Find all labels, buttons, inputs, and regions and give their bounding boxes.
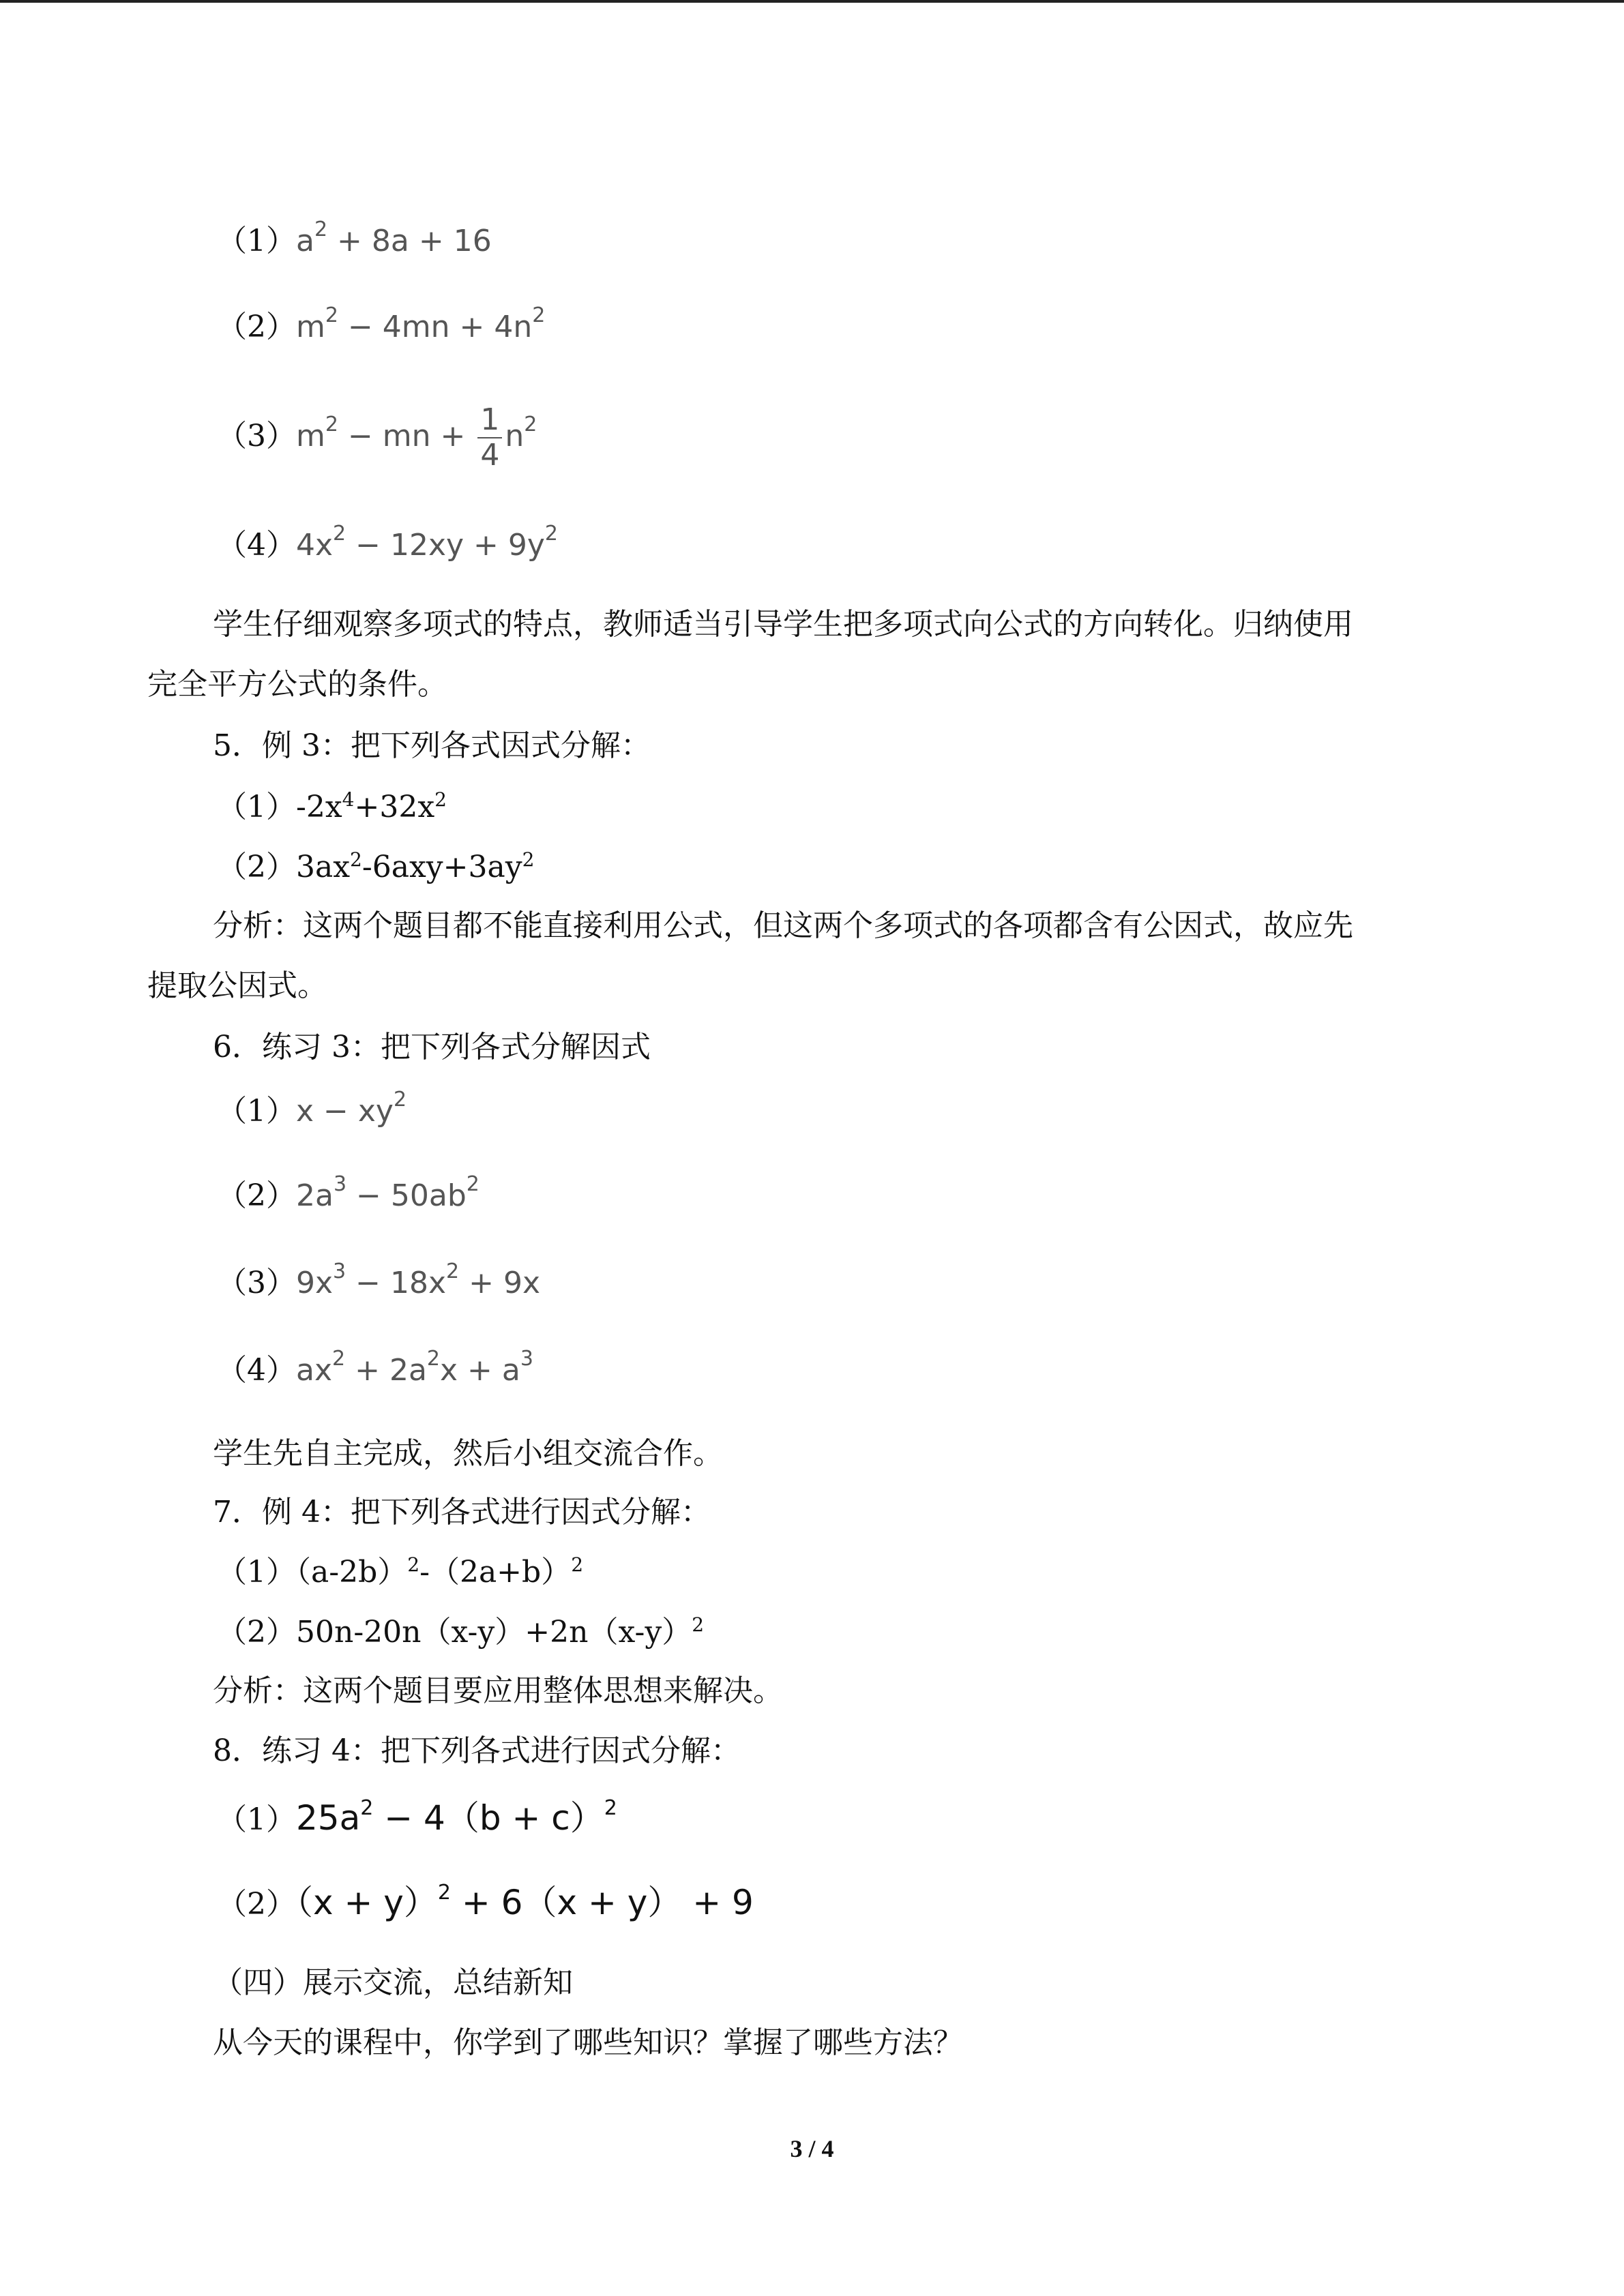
example-text: （1）-2x — [217, 790, 342, 824]
paragraph-line: 分析：这两个题目都不能直接利用公式，但这两个多项式的各项都含有公因式，故应先 — [213, 908, 1353, 943]
problem-label: （3） — [217, 419, 296, 453]
exponent: 2 — [350, 848, 362, 871]
exponent: 2 — [466, 1172, 479, 1196]
math-expression — [296, 1172, 479, 1213]
math-term: a — [296, 224, 314, 258]
problem-label: （4） — [217, 528, 296, 563]
problem-b4 — [217, 1347, 533, 1390]
problem-label: （1） — [217, 1802, 296, 1837]
math-term: 25a — [296, 1798, 361, 1838]
paragraph-line: 学生仔细观察多项式的特点，教师适当引导学生把多项式向公式的方向转化。归纳使用 — [213, 607, 1353, 642]
math-expression — [296, 1883, 754, 1922]
exponent: 2 — [360, 1796, 374, 1820]
problem-a1 — [217, 218, 492, 260]
exponent: 2 — [325, 413, 338, 436]
problem-a3 — [217, 382, 537, 491]
exponent: 2 — [522, 848, 535, 871]
paragraph-line: 分析：这两个题目要应用整体思想来解决。 — [213, 1673, 783, 1708]
example-item — [217, 1613, 704, 1652]
math-term: m — [296, 419, 325, 453]
problem-label: （1） — [217, 224, 296, 258]
example-text: （2）50n-20n（x-y）+2n（x-y） — [217, 1615, 692, 1650]
fraction-numerator: 1 — [477, 403, 502, 438]
exponent: 2 — [604, 1796, 617, 1820]
math-term: + 9x — [459, 1266, 540, 1300]
exponent: 3 — [333, 1172, 347, 1196]
example-item — [217, 848, 534, 886]
page-top-border — [0, 0, 1624, 3]
problem-a4 — [217, 522, 559, 565]
exponent: 2 — [692, 1613, 705, 1636]
fraction — [477, 403, 502, 473]
example-text: -6axy+3ay — [361, 850, 522, 884]
exponent: 2 — [571, 1553, 584, 1576]
fraction-denominator: 4 — [480, 438, 500, 473]
math-expression — [296, 402, 537, 473]
problem-label: （2） — [217, 1178, 296, 1213]
math-expression — [296, 522, 559, 563]
example-text: -（2a+b） — [419, 1555, 572, 1590]
paragraph-line: 完全平方公式的条件。 — [147, 667, 447, 702]
math-term: x + a — [440, 1353, 520, 1388]
section-heading: 7．例 4：把下列各式进行因式分解： — [213, 1495, 711, 1530]
section-heading: （四）展示交流，总结新知 — [213, 1965, 573, 2000]
math-expression — [296, 303, 546, 344]
example-text: （2）3ax — [217, 850, 351, 884]
math-expression — [296, 1798, 617, 1838]
math-expression — [296, 1347, 533, 1388]
problem-b1 — [217, 1088, 407, 1131]
section-heading: 8．练习 4：把下列各式进行因式分解： — [213, 1733, 741, 1768]
math-term: n — [505, 419, 525, 453]
section-heading: 5．例 3：把下列各式因式分解： — [213, 728, 651, 763]
exponent: 2 — [393, 1088, 407, 1112]
problem-label: （4） — [217, 1353, 296, 1388]
math-term: − 18x — [346, 1266, 447, 1300]
math-term: x − xy — [296, 1094, 394, 1129]
math-term: − 50ab — [346, 1178, 467, 1213]
problem-c1 — [217, 1796, 617, 1839]
exponent: 2 — [325, 303, 338, 327]
example-text: （1）（a-2b） — [217, 1555, 408, 1590]
problem-label: （2） — [217, 310, 296, 344]
math-term: + 6（x + y） + 9 — [450, 1883, 754, 1922]
math-term: − mn + — [338, 419, 475, 453]
problem-b3 — [217, 1259, 540, 1302]
exponent: 2 — [434, 788, 447, 811]
math-expression — [296, 1259, 540, 1300]
math-term: + 8a + 16 — [327, 224, 492, 258]
exponent: 3 — [520, 1347, 533, 1371]
example-text: +32x — [354, 790, 435, 824]
math-term: + 2a — [345, 1353, 427, 1388]
math-term: − 12xy + 9y — [346, 528, 545, 563]
math-expression — [296, 1088, 407, 1129]
example-item — [217, 788, 447, 826]
exponent: 2 — [532, 303, 546, 327]
exponent: 2 — [333, 522, 346, 546]
math-term: 9x — [296, 1266, 334, 1300]
exponent: 2 — [524, 413, 537, 436]
exponent: 4 — [342, 788, 355, 811]
paragraph-line: 提取公因式。 — [147, 968, 327, 1003]
example-item — [217, 1553, 583, 1592]
math-expression — [296, 218, 492, 258]
math-term: （x + y） — [296, 1883, 438, 1922]
exponent: 3 — [333, 1259, 346, 1283]
problem-label: （2） — [217, 1887, 296, 1922]
exponent: 2 — [332, 1347, 346, 1371]
paragraph-line: 从今天的课程中，你学到了哪些知识？掌握了哪些方法？ — [213, 2025, 963, 2060]
section-heading: 6．练习 3：把下列各式分解因式 — [213, 1030, 651, 1064]
math-term: m — [296, 310, 325, 344]
problem-b2 — [217, 1172, 479, 1215]
math-term: 2a — [296, 1178, 334, 1213]
exponent: 2 — [446, 1259, 460, 1283]
problem-a2 — [217, 303, 546, 346]
exponent: 2 — [544, 522, 559, 546]
exponent: 2 — [437, 1881, 451, 1905]
problem-label: （1） — [217, 1094, 296, 1129]
exponent: 2 — [407, 1553, 420, 1576]
math-term: ax — [296, 1353, 333, 1388]
paragraph-line: 学生先自主完成，然后小组交流合作。 — [213, 1436, 723, 1471]
exponent: 2 — [426, 1347, 440, 1371]
problem-label: （3） — [217, 1266, 296, 1300]
math-term: − 4（b + c） — [373, 1798, 604, 1838]
exponent: 2 — [314, 218, 328, 241]
problem-c2 — [217, 1883, 754, 1924]
math-term: 4x — [296, 528, 334, 563]
math-term: − 4mn + 4n — [338, 310, 533, 344]
page-number: 3 / 4 — [790, 2135, 834, 2162]
